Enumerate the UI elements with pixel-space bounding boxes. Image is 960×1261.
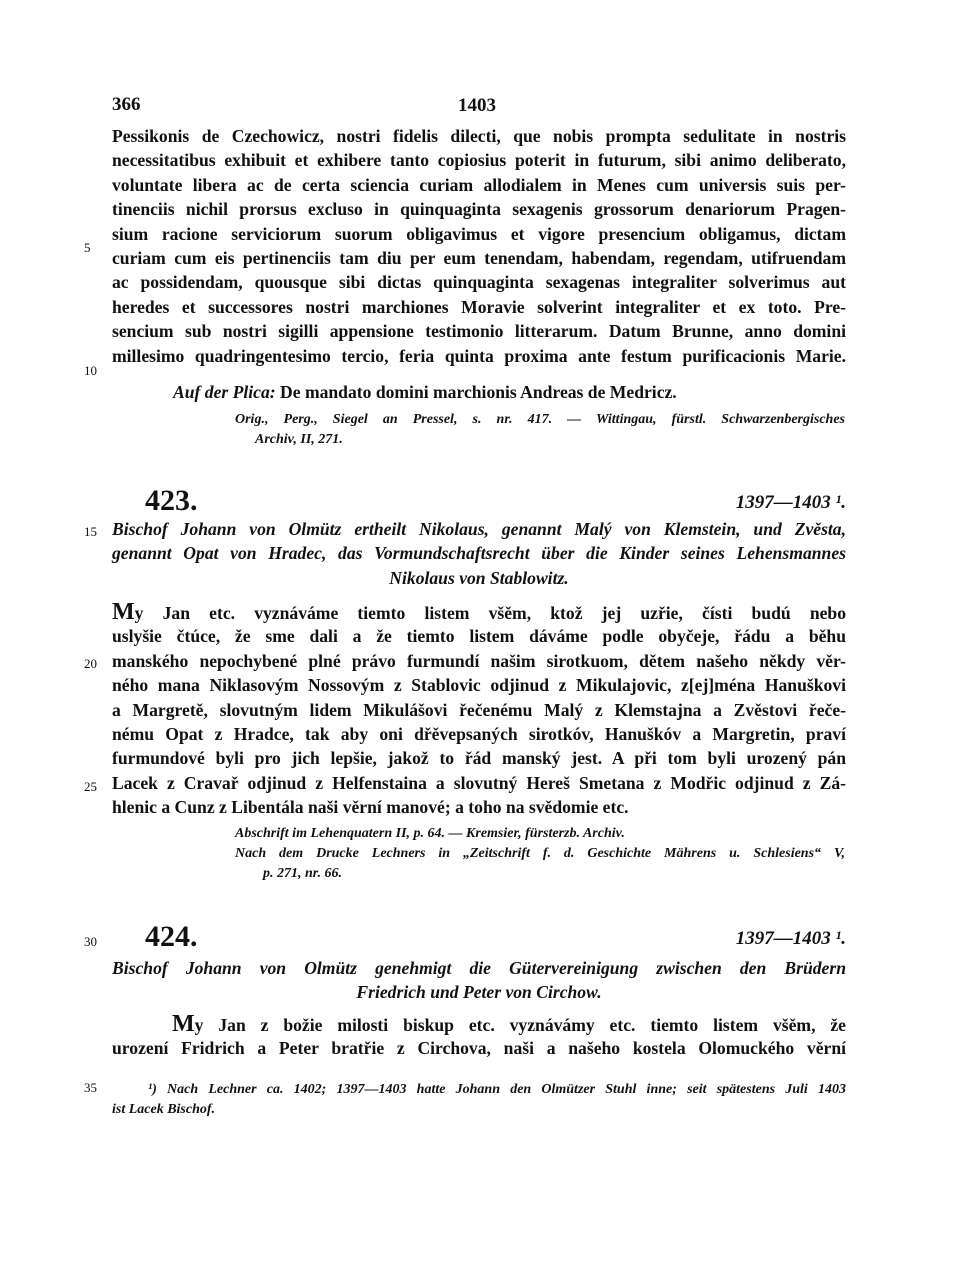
text-line: a Margretě, slovutným lidem Mikulášovi řečenému Malý z Klemstajna a Zvěstovi řeče- [112, 699, 846, 720]
title-line: genannt Opat von Hradec, das Vormundschaftsrecht über die Kinder seines Lehensmannes [112, 543, 846, 564]
source-line: p. 271, nr. 66. [263, 866, 342, 881]
text-line: sencium sub nostri sigilli appensione testimonio litterarum. Datum Brunne, anno domini [112, 321, 846, 342]
line-number: 15 [84, 524, 97, 539]
line-number: 25 [84, 779, 97, 794]
text-line: heredes et successores nostri marchiones Moravie solverint integraliter et ex toto. Pre- [112, 296, 846, 317]
drop-capital: M [172, 1011, 195, 1037]
line-number: 5 [84, 240, 91, 255]
source-line: Abschrift im Lehenquatern II, p. 64. — Kremsier, fürsterzb. Archiv. [235, 826, 625, 841]
text-line: urození Fridrich a Peter bratřie z Circhova, naši a našeho kostela Olomuckého věrní [112, 1038, 846, 1059]
title-line: Bischof Johann von Olmütz ertheilt Nikolaus, genannt Malý von Klemstein, und Zvěsta, [112, 519, 846, 539]
title-line: Bischof Johann von Olmütz genehmigt die Gütervereinigung zwischen den Brüdern [112, 958, 846, 978]
document-source [235, 824, 845, 884]
document-date: 1397—1403 ¹. [735, 928, 846, 949]
line-number: 30 [84, 934, 97, 949]
text-line: necessitatibus exhibuit et exhibere tanto copiosius poterit in futurum, sibi animo deliberato, [112, 150, 846, 171]
plica-text: De mandato domini marchionis Andreas de Medricz. [280, 382, 677, 402]
text-line: millesimo quadringentesimo tercio, feria quinta proxima ante festum purificacionis Marie. [112, 345, 846, 366]
text-line: curiam cum eis pertinenciis tam diu per eum tenendam, habendam, regendam, utifruendam [112, 247, 846, 268]
footnote-line: ¹) Nach Lechner ca. 1402; 1397—1403 hatte Johann den Olmützer Stuhl inne; seit spätestens Juli 1403 [148, 1082, 846, 1097]
document-title [112, 956, 846, 1005]
text-line: My Jan z božie milosti biskup etc. vyznávámy etc. tiemto listem všěm, že [172, 1011, 846, 1037]
text-line: ného mana Niklasovým Nossovým z Stablovic odjinud z Mikulajovic, z[ej]ména Hanuškovi [112, 675, 846, 696]
text-line: hlenic a Cunz z Libentála naši věrní manové; a toho na svědomie etc. [112, 797, 629, 818]
line-number: 20 [84, 656, 97, 671]
footnote-line: ist Lacek Bischof. [112, 1102, 216, 1117]
plica-label: Auf der Plica: [173, 382, 276, 402]
text-line: furmundové byli pro jich lepšie, jakož to řád manský jest. A při tom byli urozený pán [112, 748, 846, 769]
text-line: sium racione serviciorum suorum obligavimus et vigore presencium obligamus, dictam [112, 223, 846, 244]
page-year: 1403 [458, 95, 496, 116]
document-body [112, 1012, 846, 1061]
source-line: Orig., Perg., Siegel an Pressel, s. nr. 417. — Wittingau, fürstl. Schwarzenbergisches [235, 412, 845, 427]
text-line: nému Opat z Hradce, tak aby oni dřěvepsaných sirotkóv, Hanuškóv a Margretin, praví [112, 723, 846, 744]
line-number: 35 [84, 1080, 97, 1095]
text-line: ac possidendam, quousque sibi dictas quinquaginta sexagenas integraliter solverimus aut [112, 272, 846, 293]
document-title [112, 517, 846, 590]
title-line: Friedrich und Peter von Circhow. [356, 982, 602, 1003]
text-line: voluntate libera ac de certa sciencia curiam allodialem in Menes cum universis suis per- [112, 174, 846, 195]
document-number: 424. [145, 920, 198, 953]
document-body [112, 600, 846, 820]
text-line: tinenciis nichil prorsus excluso in quinquaginta sexagenis grossorum denariorum Pragen- [112, 199, 846, 220]
text-line: uslyšie čtúce, že sme dali a že tiemto listem dáváme podle obyčeje, řádu a běhu [112, 626, 846, 647]
text-line: My Jan etc. vyznáváme tiemto listem všěm, ktož jej uzřie, čísti budú nebo [112, 599, 846, 625]
document-date: 1397—1403 ¹. [735, 492, 846, 513]
plica-note [173, 380, 853, 404]
text-line: Lacek z Cravař odjinud z Helfenstaina a slovutný Hereš Smetana z Modřic odjinud z Zá- [112, 772, 846, 793]
intro-text [112, 124, 846, 368]
drop-capital: M [112, 599, 135, 625]
document-number: 423. [145, 484, 198, 517]
text-line: manského nepochybené plné právo furmundí našim sirotkuom, dětem našeho někdy věr- [112, 650, 846, 671]
title-line: Nikolaus von Stablowitz. [389, 567, 569, 588]
page-number: 366 [112, 94, 141, 115]
text-line: Pessikonis de Czechowicz, nostri fidelis dilecti, que nobis prompta sedulitate in nostris [112, 126, 846, 146]
source-line: Nach dem Drucke Lechners in „Zeitschrift f. d. Geschichte Mährens u. Schlesiens“ V, [235, 846, 845, 861]
intro-source [235, 410, 845, 450]
footnote [112, 1080, 846, 1120]
line-number: 10 [84, 363, 97, 378]
source-line: Archiv, II, 271. [255, 432, 343, 447]
